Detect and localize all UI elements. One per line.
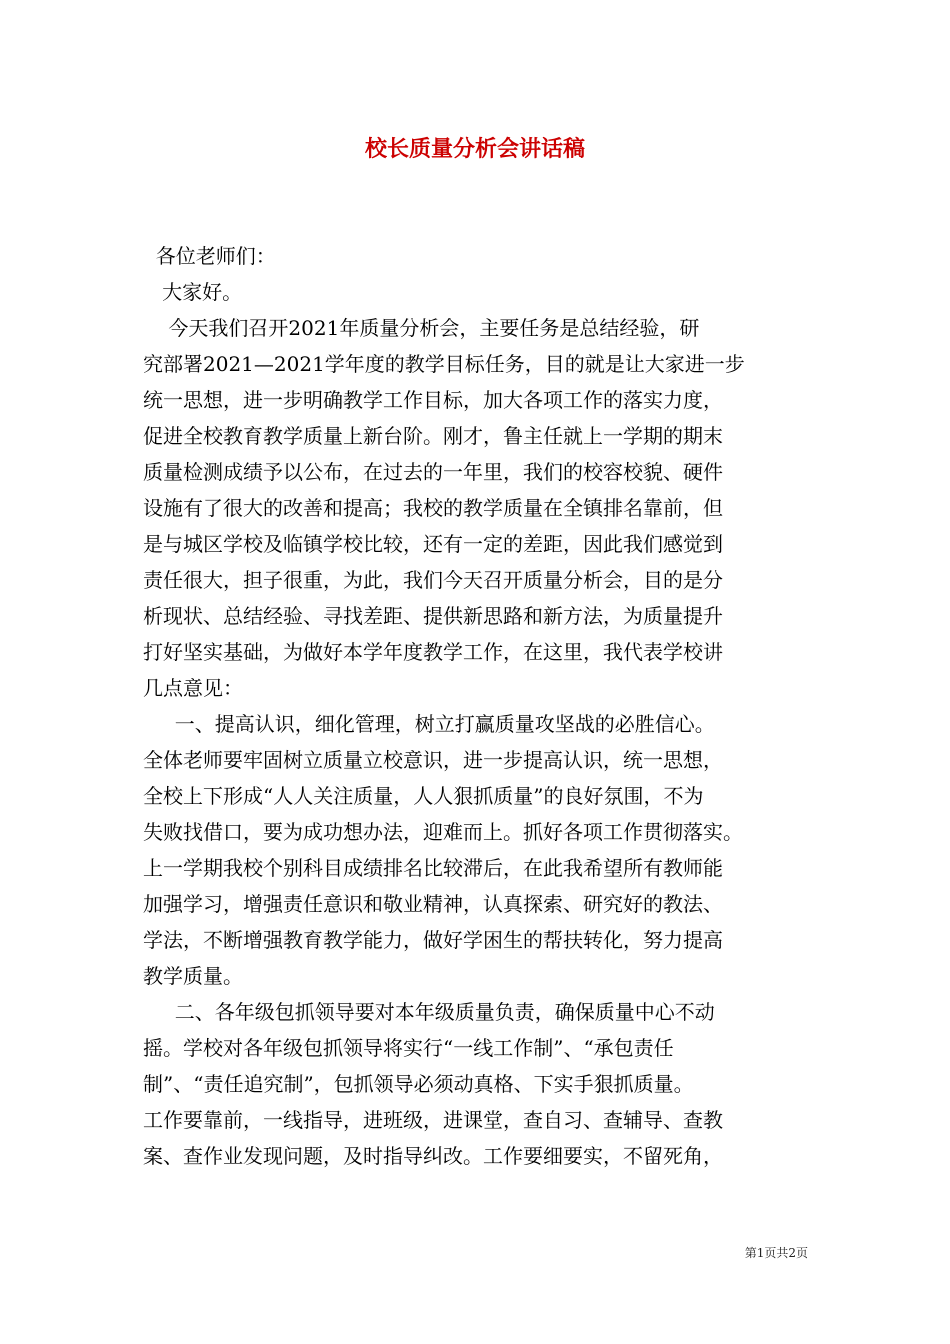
body-line: 失败找借口，要为成功想办法，迎难而上。抓好各项工作贯彻落实。 xyxy=(143,820,743,844)
body-line: 工作要靠前，一线指导，进班级，进课堂，查自习、查辅导、查教 xyxy=(143,1108,723,1132)
body-line: 促进全校教育教学质量上新台阶。刚才，鲁主任就上一学期的期末 xyxy=(143,424,723,448)
body-line: 是与城区学校及临镇学校比较，还有一定的差距，因此我们感觉到 xyxy=(143,532,723,556)
body-line: 加强学习，增强责任意识和敬业精神，认真探索、研究好的教法、 xyxy=(143,892,723,916)
body-line: 统一思想，进一步明确教学工作目标，加大各项工作的落实力度， xyxy=(143,388,723,412)
body-line: 教学质量。 xyxy=(143,964,243,988)
body-line: 析现状、总结经验、寻找差距、提供新思路和新方法，为质量提升 xyxy=(143,604,723,628)
body-line: 学法，不断增强教育教学能力，做好学困生的帮扶转化，努力提高 xyxy=(143,928,723,952)
body-line: 质量检测成绩予以公布，在过去的一年里，我们的校容校貌、硬件 xyxy=(143,460,723,484)
body-line: 责任很大，担子很重，为此，我们今天召开质量分析会，目的是分 xyxy=(143,568,723,592)
document-body xyxy=(143,238,811,1174)
body-line: 大家好。 xyxy=(143,280,243,304)
body-line: 设施有了很大的改善和提高；我校的教学质量在全镇排名靠前，但 xyxy=(143,496,723,520)
body-line: 上一学期我校个别科目成绩排名比较滞后，在此我希望所有教师能 xyxy=(143,856,723,880)
body-line: 今天我们召开2021年质量分析会，主要任务是总结经验，研 xyxy=(143,316,700,340)
body-line: 摇。学校对各年级包抓领导将实行“一线工作制”、“承包责任 xyxy=(143,1036,674,1060)
body-line: 二、各年级包抓领导要对本年级质量负责，确保质量中心不动 xyxy=(143,1000,715,1024)
body-line: 几点意见： xyxy=(143,676,243,700)
body-line: 一、提高认识，细化管理，树立打赢质量攻坚战的必胜信心。 xyxy=(143,712,715,736)
body-line: 各位老师们： xyxy=(143,244,276,268)
document-title: 校长质量分析会讲话稿 xyxy=(364,137,585,162)
body-line: 究部署2021—2021学年度的教学目标任务，目的就是让大家进一步 xyxy=(143,352,745,376)
body-line: 全体老师要牢固树立质量立校意识，进一步提高认识，统一思想， xyxy=(143,748,723,772)
body-line: 案、查作业发现问题，及时指导纠改。工作要细要实，不留死角， xyxy=(143,1144,723,1168)
body-line: 制”、“责任追究制”，包抓领导必须动真格、下实手狠抓质量。 xyxy=(143,1072,694,1096)
body-line: 打好坚实基础，为做好本学年度教学工作，在这里，我代表学校讲 xyxy=(143,640,723,664)
page-number: 第1页共2页 xyxy=(744,1246,808,1260)
body-line: 全校上下形成“人人关注质量，人人狠抓质量”的良好氛围，不为 xyxy=(143,784,704,808)
